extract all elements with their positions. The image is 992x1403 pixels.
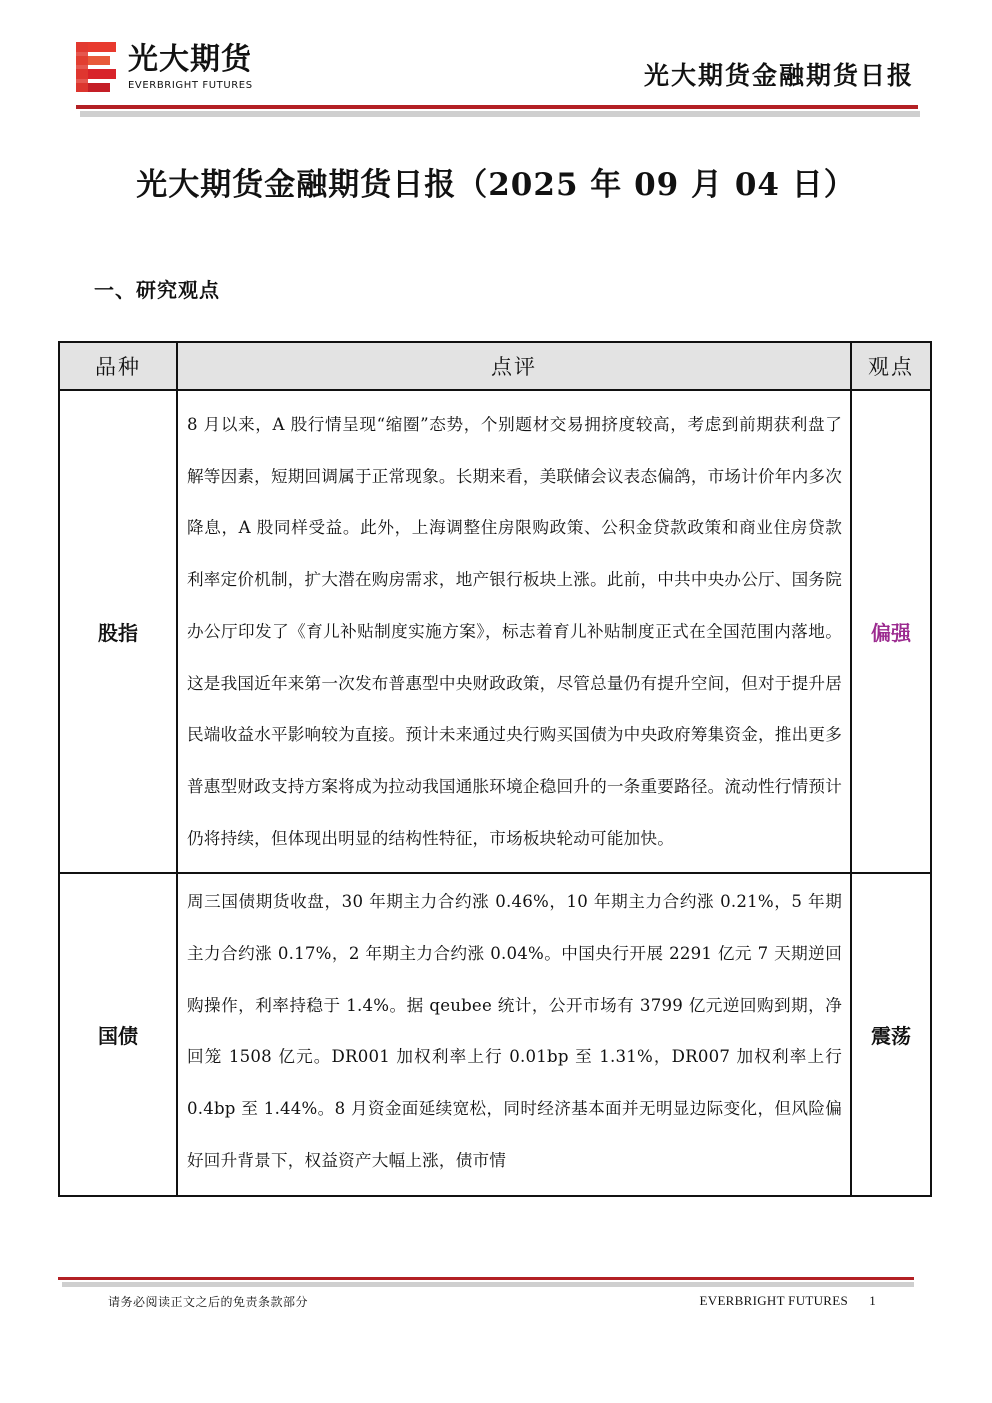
company-logo <box>76 40 286 98</box>
header-title: 光大期货金融期货日报 <box>643 61 914 90</box>
table-row <box>59 390 931 873</box>
row-view: 震荡 <box>851 873 931 1195</box>
footer-divider-gray <box>62 1282 914 1287</box>
table-row <box>59 873 931 1195</box>
section-title: 一、研究观点 <box>94 278 220 302</box>
research-table <box>58 341 932 1197</box>
footer-divider-red <box>58 1277 914 1280</box>
row-comment: 周三国债期货收盘，30 年期主力合约涨 0.46%，10 年期主力合约涨 0.21%，5 年期主力合约涨 0.17%，2 年期主力合约涨 0.04%。中国央行开展 2291 亿元 7 天期逆回购操作，利率持稳于 1.4%。据 qeubee 统计，公开市场有 3799 亿元逆回购到期，净回笼 1508 亿元。DR001 加权利率上行 0.01bp 至 1.31%，DR007 加权利率上行 0.4bp 至 1.44%。8 月资金面延续宽松，同时经济基本面并无明显边际变化，但风险偏好回升背景下，权益资产大幅上涨，债市情 <box>177 873 851 1195</box>
table-header-row <box>59 342 931 390</box>
row-view: 偏强 <box>851 390 931 873</box>
logo-chinese-name: 光大期货 <box>128 42 252 77</box>
row-category: 国债 <box>59 873 177 1195</box>
footer-disclaimer: 请务必阅读正文之后的免责条款部分 <box>108 1295 309 1309</box>
document-title: 光大期货金融期货日报（2025 年 09 月 04 日） <box>136 167 856 203</box>
header-view: 观点 <box>851 342 931 390</box>
page-number: 1 <box>869 1293 876 1308</box>
row-comment: 8 月以来，A 股行情呈现“缩圈”态势，个别题材交易拥挤度较高，考虑到前期获利盘了解等因素，短期回调属于正常现象。长期来看，美联储会议表态偏鸽，市场计价年内多次降息，A 股同样受益。此外，上海调整住房限购政策、公积金贷款政策和商业住房贷款利率定价机制，扩大潜在购房需求，地产银行板块上涨。此前，中共中央办公厅、国务院办公厅印发了《育儿补贴制度实施方案》，标志着育儿补贴制度正式在全国范围内落地。这是我国近年来第一次发布普惠型中央财政政策，尽管总量仍有提升空间，但对于提升居民端收益水平影响较为直接。预计未来通过央行购买国债为中央政府筹集资金，推出更多普惠型财政支持方案将成为拉动我国通胀环境企稳回升的一条重要路径。流动性行情预计仍将持续，但体现出明显的结构性特征，市场板块轮动可能加快。 <box>177 390 851 873</box>
footer-brand: EVERBRIGHT FUTURES <box>699 1293 849 1308</box>
row-category: 股指 <box>59 390 177 873</box>
header-category: 品种 <box>59 342 177 390</box>
header-divider-red <box>76 105 918 109</box>
everbright-logo-icon <box>76 42 116 96</box>
header-comment: 点评 <box>177 342 851 390</box>
footer-brand-page <box>700 1293 876 1309</box>
logo-english-name: EVERBRIGHT FUTURES <box>128 80 253 91</box>
research-table-container <box>58 341 932 1279</box>
header-divider-gray <box>80 111 920 117</box>
